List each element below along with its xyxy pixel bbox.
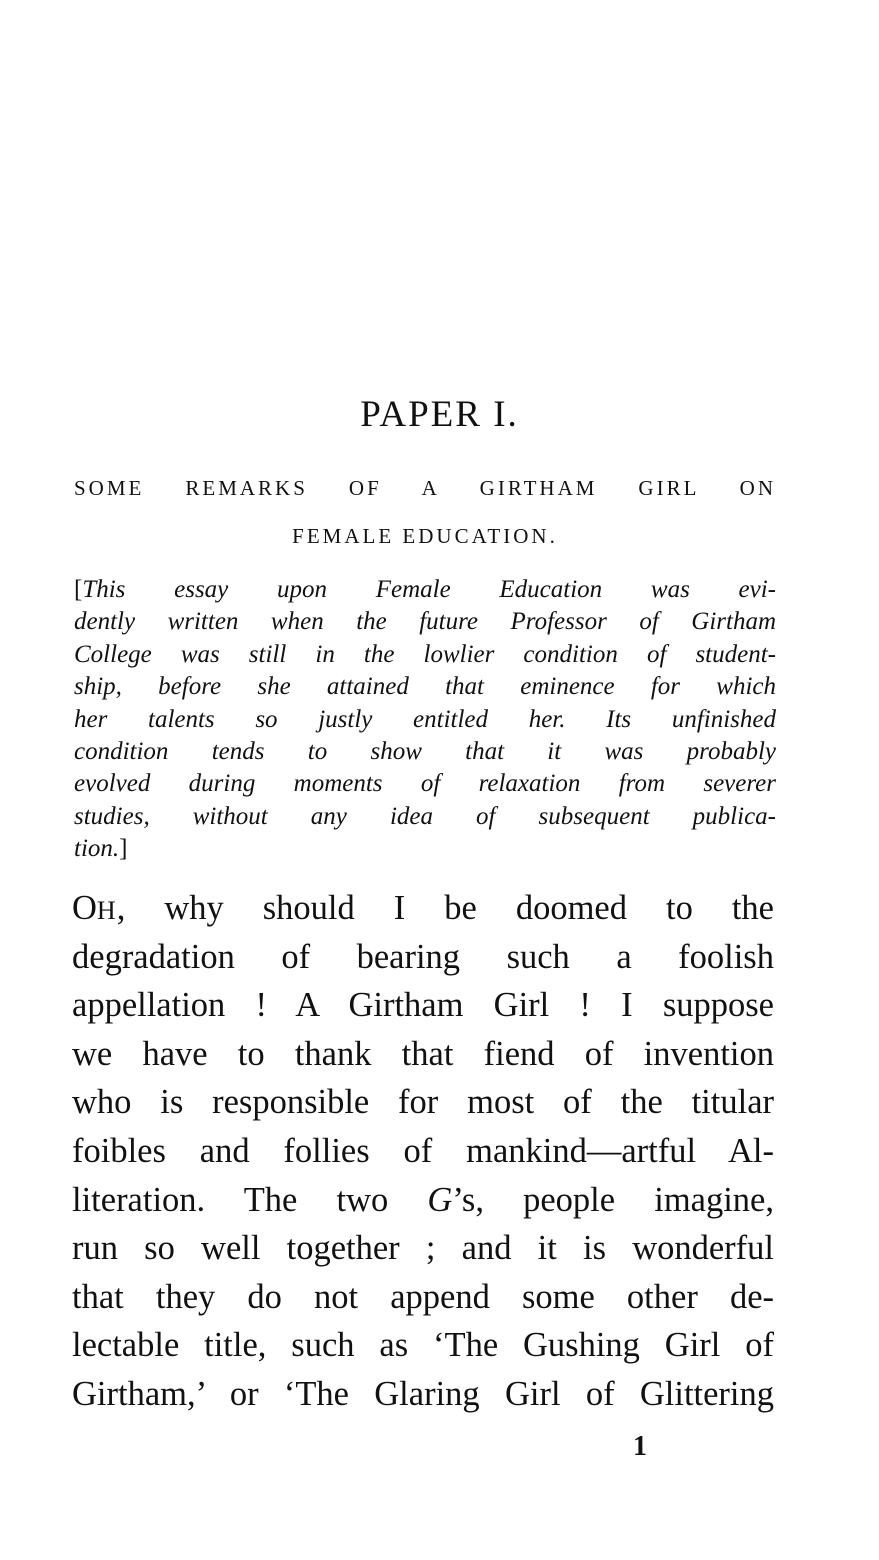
body-line — [72, 1176, 774, 1225]
note-line: her talents so justly entitled her. Its unfinished — [74, 705, 776, 733]
subtitle-line-1: SOME REMARKS OF A GIRTHAM GIRL ON — [74, 476, 776, 500]
note-line-text: This essay upon Female Education was evi- — [82, 576, 776, 603]
editorial-note — [74, 574, 776, 866]
body-line: who is responsible for most of the titular — [72, 1083, 774, 1122]
note-line: College was still in the lowlier condition of student- — [74, 640, 776, 668]
body-line-text: ’s, people imagine, — [452, 1180, 774, 1219]
note-line — [74, 574, 776, 606]
body-line: Girtham,’ or ‘The Glaring Girl of Glittering — [72, 1374, 774, 1413]
note-open-bracket: [ — [74, 576, 83, 603]
body-line: foibles and follies of mankind—artful Al- — [72, 1131, 774, 1170]
page-number: 1 — [633, 1431, 647, 1462]
note-line — [74, 833, 776, 865]
note-line: condition tends to show that it was probably — [74, 737, 776, 765]
italic-letter: G — [427, 1180, 453, 1219]
body-text — [72, 884, 774, 1419]
note-line: evolved during moments of relaxation from severer — [74, 770, 776, 798]
note-line-text: tion. — [74, 835, 120, 863]
note-line: ship, before she attained that eminence for which — [74, 673, 776, 701]
body-line — [72, 884, 774, 933]
subtitle-line-2: FEMALE EDUCATION. — [292, 524, 558, 548]
note-line: dently written when the future Professor of Girtham — [74, 608, 776, 636]
body-line: that they do not append some other de- — [72, 1277, 774, 1316]
note-line: studies, without any idea of subsequent publica- — [74, 802, 776, 830]
opening-small-caps: H — [96, 896, 117, 925]
note-close-bracket: ] — [119, 835, 128, 863]
paper-title: PAPER I. — [360, 394, 519, 435]
body-line-text: , why should I be doomed to the — [116, 889, 774, 927]
body-line: run so well together ; and it is wonderful — [72, 1229, 774, 1268]
body-line-text: literation. The two — [72, 1180, 428, 1219]
body-line: lectable title, such as ‘The Gushing Girl of — [72, 1326, 774, 1365]
opening-initial: O — [72, 889, 97, 927]
body-line: appellation ! A Girtham Girl ! I suppose — [72, 986, 774, 1025]
body-line: degradation of bearing such a foolish — [72, 937, 774, 976]
body-line: we have to thank that fiend of invention — [72, 1034, 774, 1073]
